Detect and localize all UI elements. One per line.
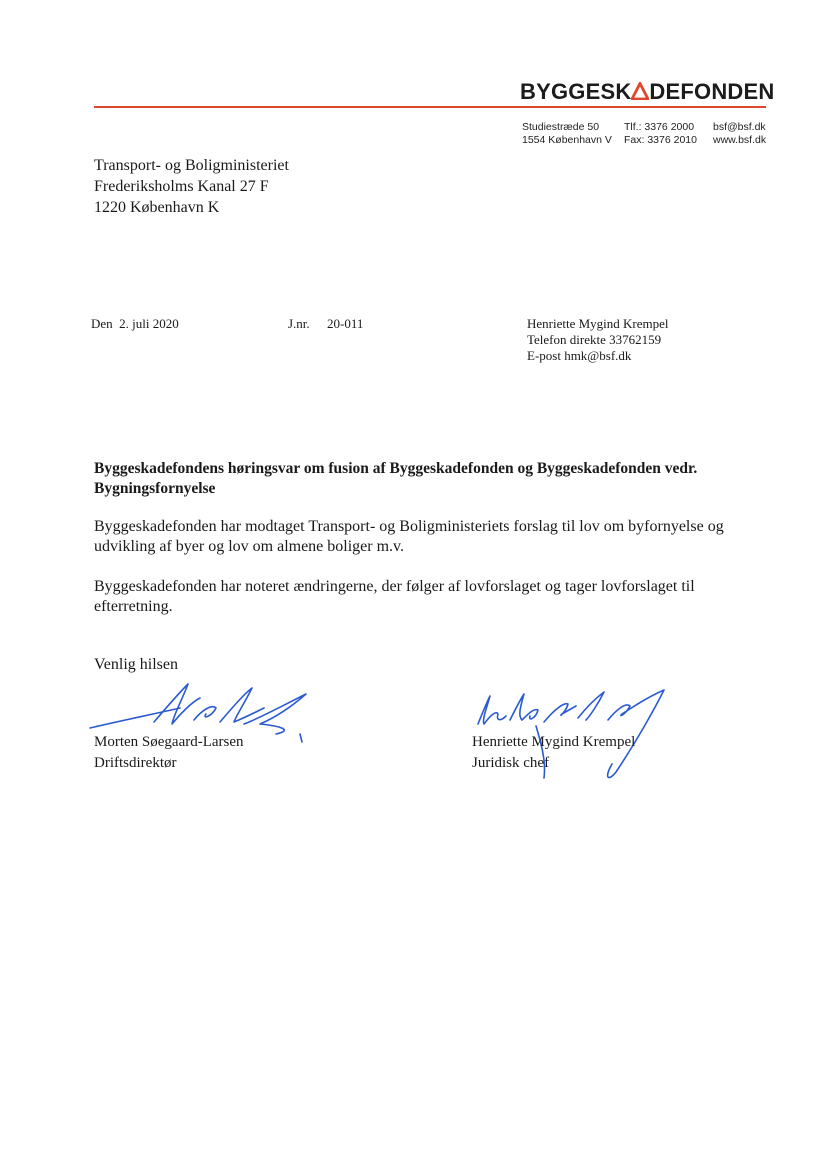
body-paragraph-1: Byggeskadefonden har modtaget Transport- og Boligministeriets forslag til lov om byfornyelse og udvikling af byer og lov om almene boliger m.v. (94, 518, 724, 555)
letterhead-address-line1: Studiestræde 50 (522, 121, 600, 133)
letterhead-email: bsf@bsf.dk (713, 121, 766, 133)
company-logo (520, 79, 774, 105)
letter-date: Den 2. juli 2020 (91, 316, 179, 331)
letterhead-phone: Tlf.: 3376 2000 (624, 121, 695, 133)
body-paragraph-2: Byggeskadefonden har noteret ændringerne, der følger af lovforslaget og tager lovforslaget til efterretning. (94, 578, 695, 615)
letter-subject: Byggeskadefondens høringsvar om fusion af Byggeskadefonden og Byggeskadefonden vedr. Bygningsfornyelse (94, 460, 698, 497)
closing-salutation: Venlig hilsen (94, 656, 178, 673)
letterhead-fax: Fax: 3376 2010 (624, 134, 697, 146)
logo-text-start: BYGGESK (520, 79, 632, 104)
signatory-2-name: Henriette Mygind Krempel (472, 734, 636, 750)
logo-triangle-a-icon (631, 82, 649, 100)
letterhead-address-line2: 1554 København V (522, 134, 612, 146)
letterhead-website: www.bsf.dk (713, 134, 767, 146)
signatory-1-title: Driftsdirektør (94, 755, 177, 771)
jnr-label: J.nr. (288, 316, 310, 331)
contact-phone: Telefon direkte 33762159 (527, 332, 662, 347)
letterhead-rule (94, 106, 766, 108)
contact-email: E-post hmk@bsf.dk (527, 348, 632, 363)
recipient-line3: 1220 København K (94, 199, 220, 216)
signatory-2-title: Juridisk chef (472, 755, 550, 771)
jnr-value: 20-011 (327, 316, 364, 331)
logo-text-end: DEFONDEN (649, 79, 775, 104)
recipient-line1: Transport- og Boligministeriet (94, 157, 289, 174)
contact-name: Henriette Mygind Krempel (527, 316, 669, 331)
signatory-1-name: Morten Søegaard-Larsen (94, 734, 244, 750)
recipient-line2: Frederiksholms Kanal 27 F (94, 178, 269, 195)
